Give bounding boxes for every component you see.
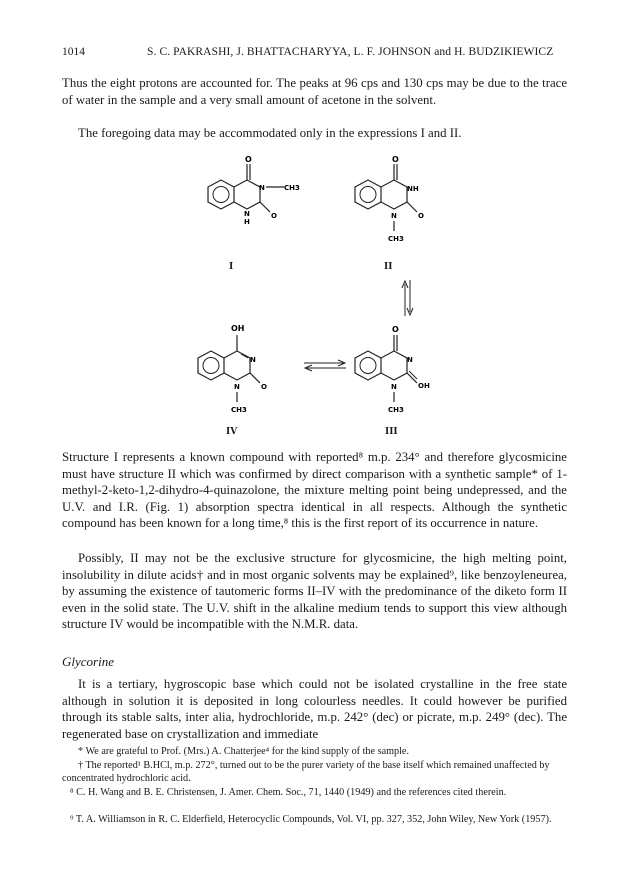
structure-III: [343, 318, 453, 418]
benzene-ring: [355, 180, 381, 209]
carbonyl-o: O: [392, 325, 399, 334]
paragraph-tautomers: Possibly, II may not be the exclusive structure for glycosmicine, the high melting point, insolubility in dilute acids† and in most organic solvents may be explained⁹, like benzoyleneurea, by assuming the existence of tautomeric forms II–IV with the predominance of the diketo form II even in the solid state. The U.V. shift in the alkaline medium tends to support this view although structure IV would be incompatible with the N.M.R. data.: [62, 551, 567, 632]
structure-label-I: I: [229, 262, 234, 272]
methyl-group: CH3: [231, 406, 247, 414]
hydroxyl-group: OH: [418, 382, 430, 390]
footnote-8: ⁸ C. H. Wang and B. E. Christensen, J. Amer. Chem. Soc., 71, 1440 (1949) and the references cited therein.: [70, 787, 507, 798]
carbonyl-o: O: [245, 155, 252, 164]
paragraph-structure-discussion: Structure I represents a known compound with reported⁸ m.p. 234° and therefore glycosmicine must have structure II which was confirmed by direct comparison with a synthetic sample* of 1-methyl-2-keto-1,2-dihydro-4-quinazolone, the mixture melting point being undepressed, and the U.V. and I.R. (Fig. 1) absorption spectra identical in all respects. Although the synthetic compound has been known for a long time,⁸ this is the first report of its occurrence in nature.: [62, 450, 567, 531]
n-atom-bottom: N: [391, 383, 397, 391]
structure-II: [343, 155, 453, 255]
n-atom: N: [391, 212, 397, 220]
pyrimidine-ring: [381, 180, 407, 209]
section-heading-glycorine: Glycorine: [62, 654, 114, 669]
aromatic-circle: [203, 358, 219, 374]
paragraph-expressions: The foregoing data may be accommodated only in the expressions I and II.: [78, 126, 462, 140]
aromatic-circle: [213, 187, 229, 203]
hydroxyl-group: OH: [231, 324, 245, 333]
keto-o: O: [418, 212, 424, 220]
footnote-asterisk: * We are grateful to Prof. (Mrs.) A. Chatterjee⁴ for the kind supply of the sample.: [78, 746, 410, 757]
structure-label-II: II: [384, 262, 393, 272]
methyl-group: CH3: [388, 235, 404, 243]
page-number: 1014: [62, 46, 85, 58]
equilibrium-arrow-vertical: [398, 278, 418, 318]
structure-label-III: III: [385, 427, 398, 437]
keto-o: O: [261, 383, 267, 391]
n-atom-bottom: N: [234, 383, 240, 391]
methyl-group: CH3: [388, 406, 404, 414]
paragraph-glycorine: It is a tertiary, hygroscopic base which could not be isolated crystalline in the free state although in solution it is deposited in long colourless needles. It could however be purified through its stable salts, inter alia, hydrochloride, m.p. 242° (dec) or picrate, m.p. 249° (dec). The regenerated base on crystallization and immediate: [62, 677, 567, 741]
pyrimidine-ring: [224, 351, 250, 380]
nh-atom: N: [244, 210, 250, 218]
footnote-9: ⁹ T. A. Williamson in R. C. Elderfield, Heterocyclic Compounds, Vol. VI, pp. 327, 352, John Wiley, New York (1957).: [70, 814, 552, 825]
nh-atom: NH: [407, 185, 419, 193]
methyl-group: CH3: [284, 184, 300, 192]
n-atom: N: [407, 356, 413, 364]
benzene-ring: [198, 351, 224, 380]
n-atom: N: [259, 184, 265, 192]
structure-IV: [186, 318, 296, 418]
aromatic-circle: [360, 358, 376, 374]
n-atom: N: [250, 356, 256, 364]
benzene-ring: [208, 180, 234, 209]
keto-o: O: [271, 212, 277, 220]
nh-h: H: [244, 218, 250, 226]
carbonyl-o: O: [392, 155, 399, 164]
structure-label-IV: IV: [226, 427, 238, 437]
pyrimidine-ring: [234, 180, 260, 209]
structure-I: [186, 155, 300, 250]
pyrimidine-ring: [381, 351, 407, 380]
paragraph-proton-peaks: Thus the eight protons are accounted for. The peaks at 96 cps and 130 cps may be due to the trace of water in the sample and a very small amount of acetone in the solvent.: [62, 76, 567, 107]
footnote-dagger: † The reported¹ B.HCl, m.p. 272°, turned out to be the purer variety of the base itself which remained unaffected by concentrated hydrochloric acid.: [62, 760, 550, 784]
author-line: S. C. PAKRASHI, J. BHATTACHARYYA, L. F. JOHNSON and H. BUDZIKIEWICZ: [147, 46, 554, 58]
benzene-ring: [355, 351, 381, 380]
aromatic-circle: [360, 187, 376, 203]
